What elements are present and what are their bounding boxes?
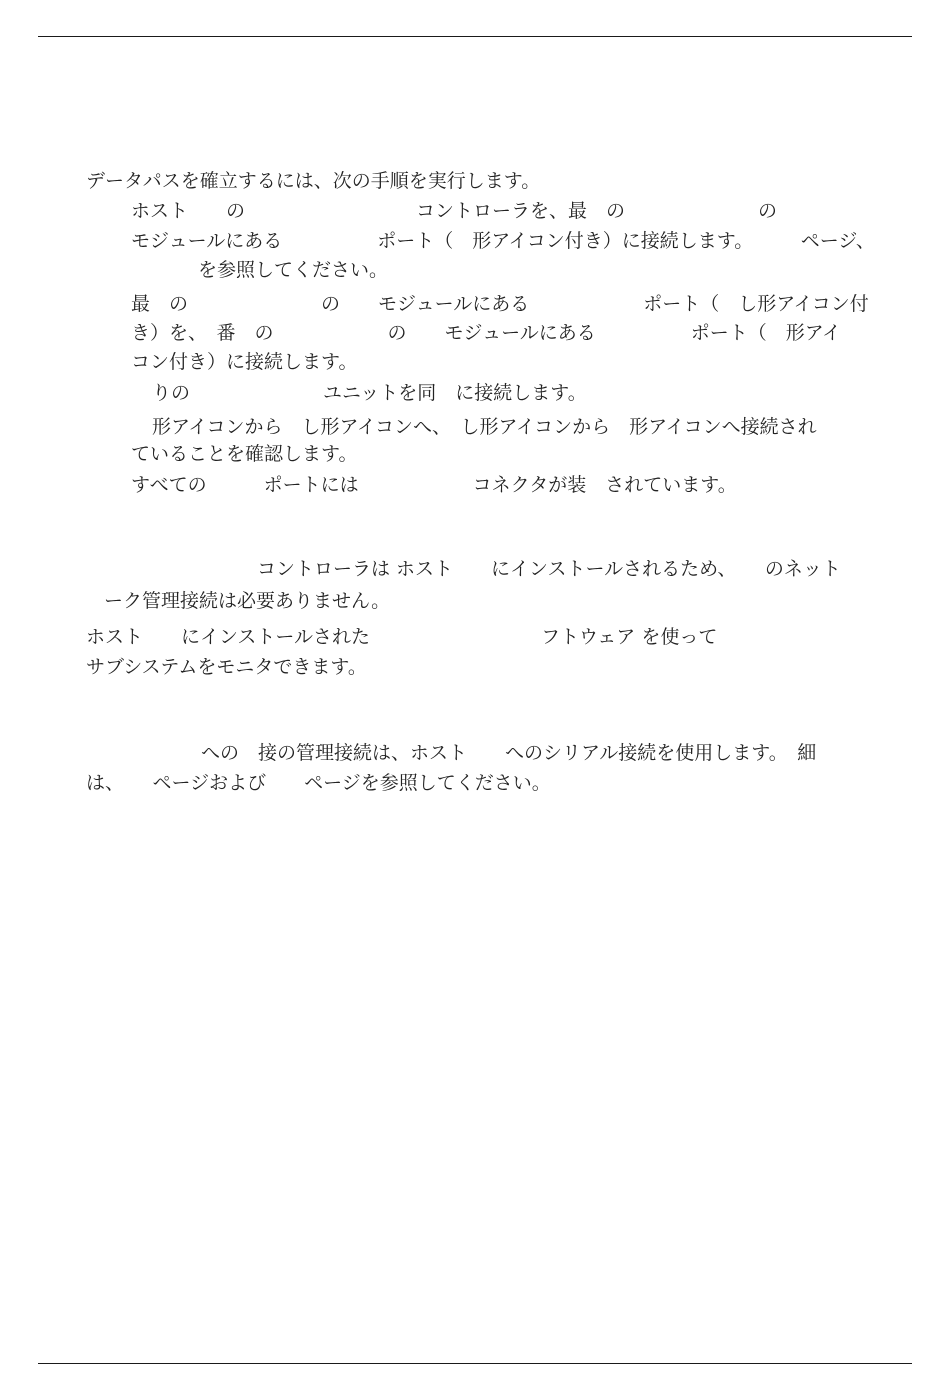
header-rule xyxy=(38,36,912,37)
step-2-line-1: 最 の の モジュールにある ポート（ し形アイコン付 xyxy=(131,293,869,315)
step-5-line-1: すべての ポートには コネクタが装 されています。 xyxy=(131,474,737,496)
monitoring-line-1: ホスト にインストールされた フトウェア を使って xyxy=(86,626,718,648)
step-2-line-3: コン付き）に接続します。 xyxy=(131,351,358,373)
step-1-line-1: ホスト の コントローラを、最 の の xyxy=(131,200,778,222)
step-1-line-2: モジュールにある ポート（ 形アイコン付き）に接続します。 ページ、 xyxy=(131,230,875,252)
step-2-line-2: き）を、 番 の の モジュールにある ポート（ 形アイ xyxy=(131,322,842,344)
step-1-line-3: を参照してください。 xyxy=(198,259,389,281)
monitoring-line-2: サブシステムをモニタできます。 xyxy=(86,656,367,678)
step-4-line-2: ていることを確認します。 xyxy=(131,443,358,465)
note-1-line-1: コントローラは ホスト にインストールされるため、 のネット xyxy=(257,558,841,580)
step-3-line-1: りの ユニットを同 に接続します。 xyxy=(152,382,587,404)
step-4-line-1: 形アイコンから し形アイコンへ、 し形アイコンから 形アイコンへ接続され xyxy=(152,416,817,438)
management-line-1: への 接の管理接続は、ホスト へのシリアル接続を使用します。 細 xyxy=(201,742,817,764)
intro-paragraph: データパスを確立するには、次の手順を実行します。 xyxy=(86,170,541,192)
note-1-line-2: ーク管理接続は必要ありません。 xyxy=(104,590,391,612)
management-line-2: は、 ページおよび ページを参照してください。 xyxy=(86,772,551,794)
footer-rule xyxy=(38,1363,912,1364)
